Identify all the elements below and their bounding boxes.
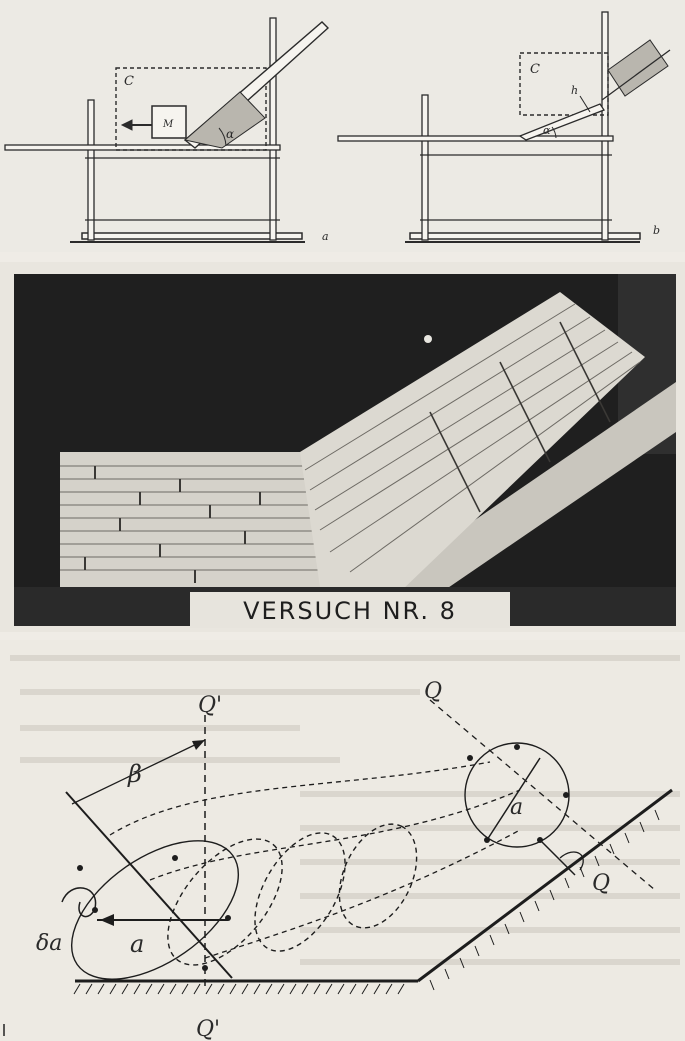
label-panel-b: b [653, 224, 661, 237]
light-spot [424, 335, 432, 343]
label-q-right: Q [592, 871, 611, 896]
label-alpha-left: α [226, 127, 235, 141]
label-beta: β [128, 760, 142, 788]
experiment-photo [0, 262, 685, 632]
beta-line [66, 792, 232, 978]
block-stack-horizontal [60, 452, 320, 587]
apparatus-a [5, 18, 328, 242]
apparatus-diagram [0, 0, 685, 252]
label-c-left: C [124, 74, 134, 89]
label-alpha-right: α [543, 124, 551, 137]
label-q-prime-top: Q' [198, 693, 223, 718]
apparatus-diagram-svg [0, 0, 685, 252]
label-panel-a: a [322, 230, 329, 243]
delta-loop [62, 888, 96, 917]
experiment-photo-svg [0, 262, 685, 632]
path-points [77, 744, 569, 971]
label-a-left: a [130, 930, 145, 958]
label-c-right: C [530, 62, 540, 77]
label-m: M [163, 119, 174, 130]
label-h: h [571, 84, 579, 97]
photo-caption: VERSUCH NR. 8 [243, 597, 457, 625]
label-q-prime-bottom: Q' [196, 1017, 221, 1041]
apparatus-b [338, 12, 670, 242]
stage-ellipses [47, 743, 569, 1007]
label-a-right: a [510, 795, 524, 820]
rolling-diagram-svg [0, 640, 685, 1041]
label-q-top: Q [424, 679, 443, 704]
label-delta: δa [36, 931, 63, 956]
rolling-diagram [0, 640, 685, 1041]
